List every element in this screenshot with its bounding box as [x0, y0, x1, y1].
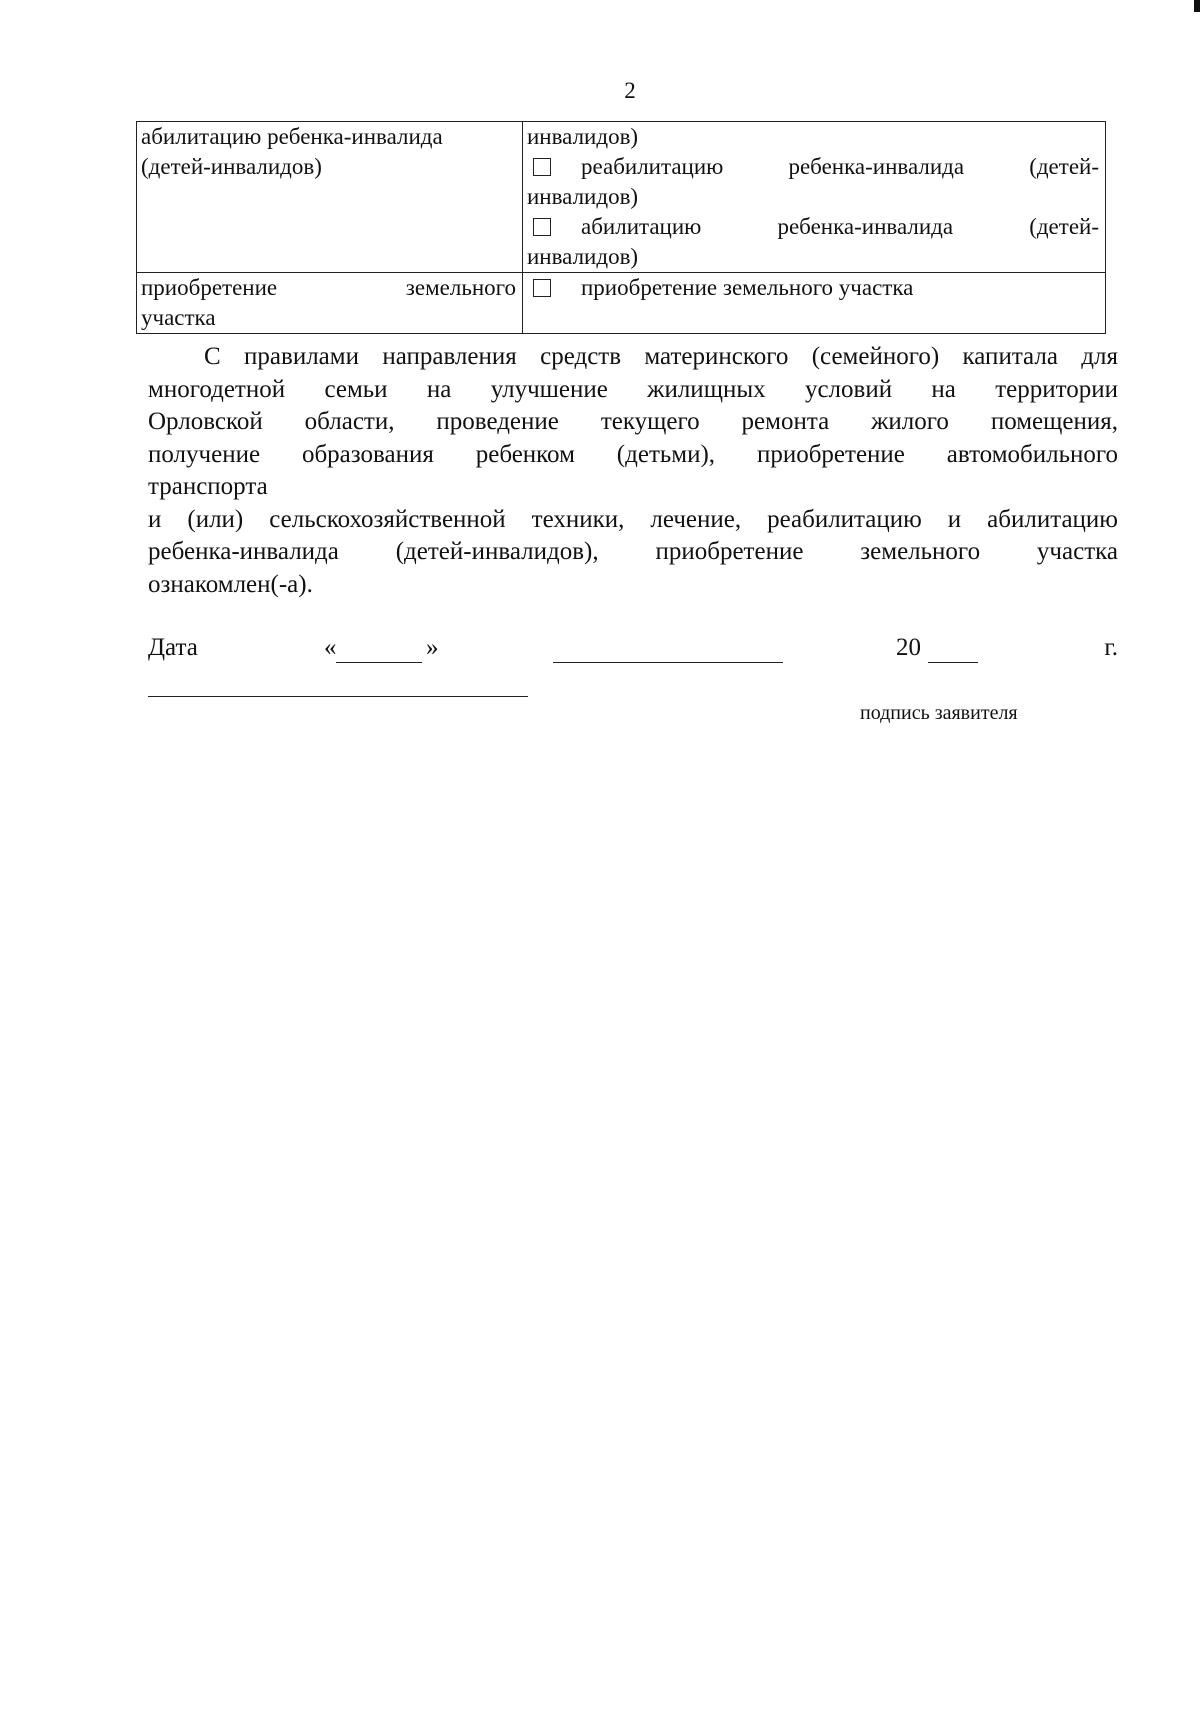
paragraph-line: ознакомлен(-а).: [148, 570, 313, 598]
quote-close: »: [426, 634, 439, 661]
signature-caption: подпись заявителя: [860, 702, 1018, 724]
year-blank-field[interactable]: [928, 634, 978, 663]
paragraph-line: транспорта: [148, 473, 268, 500]
checkbox[interactable]: [533, 218, 551, 236]
option-habilitation[interactable]: [527, 212, 1099, 242]
paragraph-line: и (или) сельскохозяйственной техники, лечение, реабилитацию и абилитацию: [148, 505, 1118, 533]
paragraph-line: многодетной семьи на улучшение жилищных условий на территории: [148, 375, 1118, 403]
option-label-wrap: инвалидов): [527, 184, 639, 209]
table-cell-category: [137, 273, 523, 334]
checkbox[interactable]: [533, 158, 551, 176]
table-row: [137, 122, 1106, 273]
category-label-line: (детей-инвалидов): [141, 154, 322, 179]
paragraph-line: С правилами направления средств материнского (семейного) капитала для: [204, 343, 1118, 370]
acknowledgement-paragraph: [148, 341, 1118, 601]
date-row: [148, 634, 1118, 670]
table-cell-category: [137, 122, 523, 273]
table-cell-options: [523, 273, 1106, 334]
options-table: [136, 121, 1106, 334]
option-rehabilitation[interactable]: [527, 152, 1099, 182]
paragraph-line: ребенка-инвалида (детей-инвалидов), приобретение земельного участка: [148, 538, 1118, 565]
paragraph-line: Орловской области, проведение текущего ремонта жилого помещения,: [148, 408, 1118, 435]
table-cell-options: [523, 122, 1106, 273]
option-label: приобретение земельного участка: [581, 275, 914, 300]
page-number: 2: [624, 78, 636, 103]
signature-blank-field[interactable]: [148, 696, 528, 697]
day-blank-field[interactable]: [336, 634, 422, 663]
year-suffix: г.: [1104, 634, 1118, 661]
category-label-word: земельного: [405, 275, 516, 300]
year-prefix: 20: [896, 634, 921, 661]
scan-corner-mark: [1194, 0, 1200, 12]
date-label: Дата: [148, 634, 198, 661]
paragraph-line: получение образования ребенком (детьми), приобретение автомобильного: [148, 440, 1118, 468]
checkbox[interactable]: [533, 279, 551, 297]
category-label-line: участка: [141, 305, 216, 330]
option-land-purchase[interactable]: [527, 273, 1099, 303]
category-label-line: абилитацию ребенка-инвалида: [141, 124, 443, 149]
option-label: абилитацию ребенка-инвалида (детей-: [581, 214, 1099, 239]
month-blank-field[interactable]: [553, 634, 783, 663]
option-continuation: инвалидов): [527, 124, 639, 149]
table-row: [137, 273, 1106, 334]
quote-open: «: [324, 634, 337, 661]
category-label-word: приобретение: [141, 275, 278, 300]
category-label-line: [141, 273, 516, 303]
option-label-wrap: инвалидов): [527, 244, 639, 269]
option-label: реабилитацию ребенка-инвалида (детей-: [581, 154, 1099, 179]
